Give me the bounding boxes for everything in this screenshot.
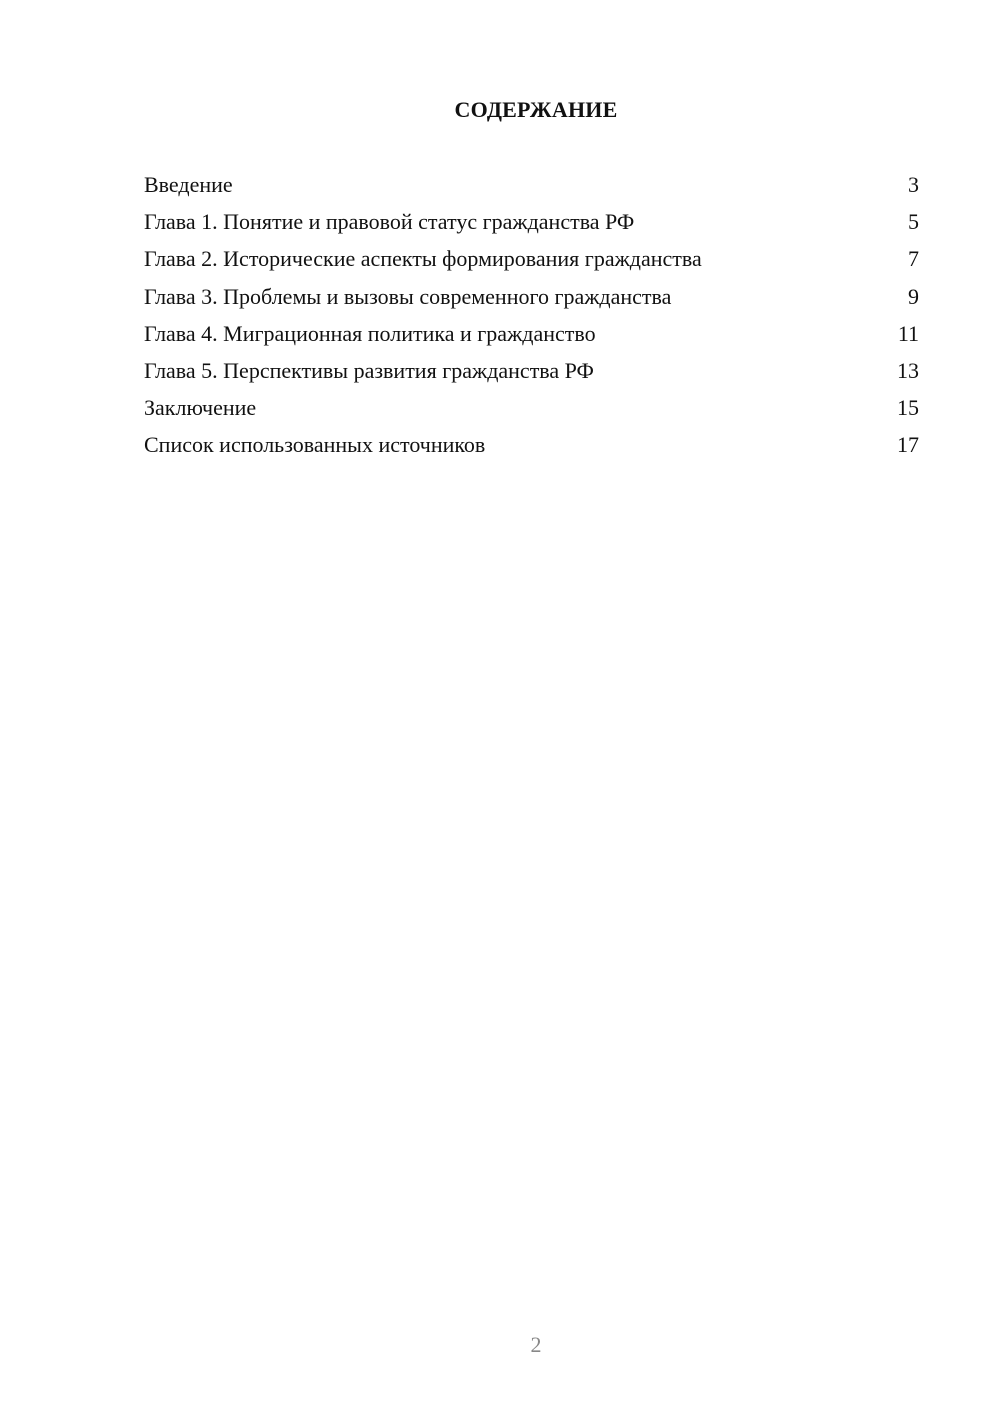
- toc-entry-label: Введение: [144, 172, 233, 197]
- toc-entry-page: 7: [908, 246, 919, 272]
- page-number: 2: [530, 1332, 542, 1357]
- toc-entry-label: Глава 1. Понятие и правовой статус гражданства РФ: [144, 209, 635, 235]
- toc-entry-page: 13: [897, 357, 919, 383]
- toc-entry-conclusion: [144, 392, 919, 429]
- toc-entry-chapter-4: [144, 318, 919, 355]
- page-title: СОДЕРЖАНИЕ: [454, 97, 618, 122]
- toc-entry-label: Глава 5. Перспективы развития гражданства РФ: [144, 357, 594, 383]
- toc-entry-references: [144, 429, 919, 466]
- toc-entry-page: 11: [897, 320, 919, 346]
- table-of-contents: [144, 169, 919, 467]
- toc-entry-chapter-5: [144, 355, 919, 392]
- toc-entry-page: 9: [908, 283, 919, 309]
- toc-entry-chapter-3: [144, 281, 919, 318]
- toc-entry-chapter-2: [144, 243, 919, 280]
- toc-entry-label: Глава 4. Миграционная политика и гражданство: [144, 320, 596, 346]
- toc-entry-page: 5: [908, 209, 919, 235]
- toc-entry-label: Заключение: [144, 395, 257, 421]
- toc-entry-page: 3: [908, 172, 919, 197]
- toc-entry-page: 17: [897, 432, 919, 458]
- toc-entry-introduction: [144, 169, 919, 206]
- toc-entry-label: Глава 3. Проблемы и вызовы современного гражданства: [144, 283, 672, 309]
- toc-entry-chapter-1: [144, 206, 919, 243]
- toc-entry-page: 15: [897, 395, 919, 421]
- toc-entry-label: Глава 2. Исторические аспекты формирования гражданства: [144, 246, 702, 272]
- toc-entry-label: Список использованных источников: [144, 432, 486, 458]
